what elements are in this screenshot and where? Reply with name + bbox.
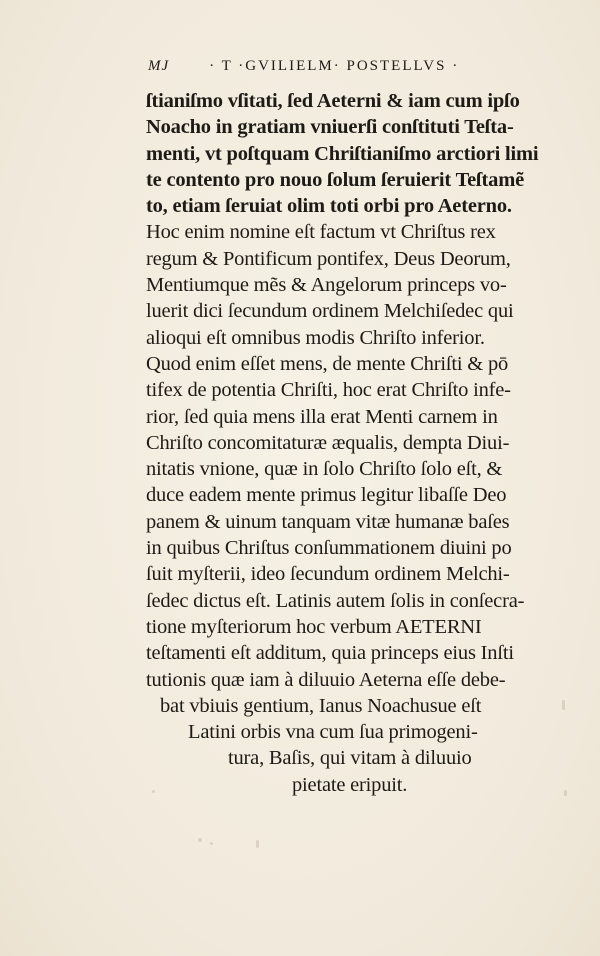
running-head [148,58,538,82]
text-line: panem & uinum tanquam vitæ humanæ baſes [146,510,510,533]
text-line: ſedec dictus eſt. Latinis autem ſolis in conſecra- [146,589,525,612]
running-title: · T ·GVILIELM· POSTELLVS · [209,58,460,74]
text-line: Mentiumque mẽs & Angelorum princeps vo- [146,274,507,297]
text-line: menti, vt poſtquam Chriſtianiſmo arctiori limi [146,142,539,165]
text-line: to, etiam ſeruiat olim toti orbi pro Aeterno. [146,195,512,218]
text-line: Noacho in gratiam vniuerſi conſtituti Teſta- [146,116,514,139]
paper-speck [198,838,202,842]
text-line: tutionis quæ iam à diluuio Aeterna eſſe debe- [146,668,506,691]
paper-speck [564,790,567,796]
text-line: tione myſteriorum hoc verbum AETERNI [146,615,482,638]
text-line: te contento pro nouo ſolum ſeruierit Teſtamẽ [146,168,525,191]
paper-speck [562,700,565,710]
text-line: in quibus Chriſtus conſummationem diuini po [146,537,512,560]
text-line: bat vbiuis gentium, Ianus Noachusue eſt [160,694,482,717]
page-number: MJ [148,58,170,74]
text-line: rior, ſed quia mens illa erat Menti carnem in [146,405,498,428]
text-line: ſtianiſmo vſitati, ſed Aeterni & iam cum ipſo [146,90,520,112]
text-line: alioqui eſt omnibus modis Chriſto inferior. [146,326,485,349]
text-line: tura, Baſis, qui vitam à diluuio [228,747,472,770]
text-line: Latini orbis vna cum ſua primogeni- [188,721,478,744]
text-line: Quod enim eſſet mens, de mente Chriſti & pō [146,352,509,375]
text-line: ſuit myſterii, ideo ſecundum ordinem Melchi- [146,563,510,586]
paper-speck [152,790,155,793]
text-line: Hoc enim nomine eſt factum vt Chriſtus rex [146,221,496,244]
text-line: duce eadem mente primus legitur libaſſe Deo [146,484,507,507]
text-line: pietate eripuit. [292,773,408,796]
text-line: teſtamenti eſt additum, quia princeps eius Inſti [146,642,514,665]
paper-speck [210,842,213,845]
text-line: nitatis vnione, quæ in ſolo Chriſto ſolo eſt, & [146,458,503,481]
text-line: tifex de potentia Chriſti, hoc erat Chriſto infe- [146,379,511,402]
text-line: Chriſto concomitaturæ æqualis, dempta Diui- [146,431,510,454]
body-text [146,88,576,798]
paper-speck [256,840,259,848]
text-line: regum & Pontificum pontifex, Deus Deorum, [146,247,511,270]
text-line: luerit dici ſecundum ordinem Melchiſedec qui [146,300,514,323]
